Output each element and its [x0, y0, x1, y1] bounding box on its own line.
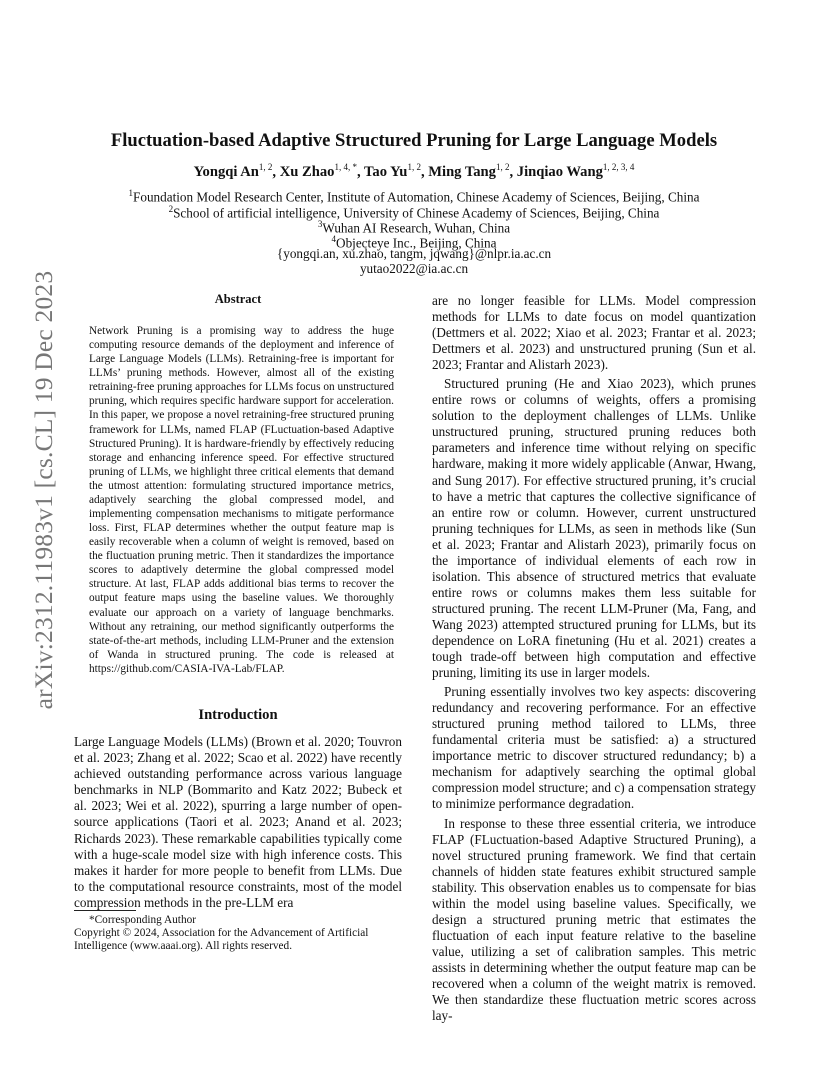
author-emails: {yongqi.an, xu.zhao, tangm, jqwang}@nlpr.ia.ac.cn — [276, 246, 552, 261]
affiliation: $^1$Foundation Model Research Center, Institute of Automation, Chinese Academy of Sciences, Beijing, China — [128, 188, 700, 205]
abstract-text: Network Pruning is a promising way to address the huge computing resource demands of the deployment and inference of Large Language Models (LLMs). Retraining-free is important for LLMs’ pruning methods. However, almost all of the existing retraining-free pruning approaches for LLMs focus on unstructured pruning, which requires specific hardware support for acceleration. In this paper, we propose a novel retraining-free structured pruning framework for LLMs, named FLAP (FLuctuation-based Adaptive Structured Pruning). It is hardware-friendly by effectively reducing storage and enhancing inference speed. For effective structured pruning of LLMs, we highlight three critical elements that demand the utmost attention: formulating structured importance metrics, adaptively searching the global compressed model, and implementing compensation mechanisms to mitigate performance loss. First, FLAP determines whether the output feature map is easily recoverable when a column of weight is removed, based on the fluctuation pruning metric. Then it standardizes the importance scores to adaptively determine the global compressed model structure. At last, FLAP adds additional bias terms to recover the output feature maps using the baseline values. We thoroughly evaluate our approach on a variety of language benchmarks. Without any retraining, our method significantly outperforms the state-of-the-art methods, including LLM-Pruner and the extension of Wanda in structured pruning. The code is released at https://github.com/CASIA-IVA-Lab/FLAP. — [89, 325, 394, 675]
author-email: yutao2022@ia.ac.cn — [359, 261, 469, 276]
affiliation: $^2$School of artificial intelligence, University of Chinese Academy of Sciences, Beijing, China — [168, 204, 660, 221]
author: Ming Tang$^{1, 2}$, — [428, 162, 517, 180]
paper-title: Fluctuation-based Adaptive Structured Pruning for Large Language Models — [110, 130, 718, 151]
copyright-note: Copyright © 2024, Association for the Advancement of Artificial Intelligence (www.aaai.org). All rights reserved. — [74, 927, 369, 952]
body-paragraph: In response to these three essential criteria, we introduce FLAP (FLuctuation-based Adaptive Structured Pruning), a novel structured pruning framework. We find that certain channels of hidden state features exhibit structured sample stability. This observation enables us to compensate for bias within the model using baseline values. Specifically, we design a structured pruning metric that estimates the fluctuation of each input feature relative to the baseline value, utilizing a set of calibration samples. This metric assists in determining whether the output feature map can be recovered when a column of the weight matrix is removed. We then standardize these fluctuation metric scores across lay- — [432, 815, 756, 1024]
affiliation: $^3$Wuhan AI Research, Wuhan, China — [317, 219, 511, 236]
footnote-rule — [74, 910, 136, 911]
arxiv-identifier — [22, 270, 66, 710]
left-column — [74, 292, 402, 911]
body-paragraph: Structured pruning (He and Xiao 2023), which prunes entire rows or columns of weights, offers a promising solution to the deployment challenges of LLMs. Unlike unstructured pruning, structured pruning reduces both parameters and inference time without relying on specific hardware, making it more widely applicable (Anwar, Hwang, and Sung 2017). For effective structured pruning, it’s crucial to have a metric that captures the collective significance of an entire row or column. However, current unstructured pruning techniques for LLMs, as seen in methods like (Sun et al. 2023; Frantar and Alistarh 2023), primarily focus on the importance of individual elements of each row in isolation. This absence of structured metrics that evaluate entire rows or columns makes them less suitable for structured pruning. The recent LLM-Pruner (Ma, Fang, and Wang 2023) attempted structured pruning for LLMs, but its dependence on LoRA finetuning (Hu et al. 2021) creates a tough trade-off between high computation and effective pruning, limiting its use in larger models. — [432, 376, 756, 681]
right-column — [432, 293, 756, 1027]
introduction-heading: Introduction — [198, 706, 278, 723]
author: Tao Yu$^{1, 2}$, — [364, 162, 429, 180]
arxiv-identifier-text: arXiv:2312.11983v1 [cs.CL] 19 Dec 2023 — [29, 270, 58, 710]
introduction-paragraph: Large Language Models (LLMs) (Brown et al. 2020; Touvron et al. 2023; Zhang et al. 2022; Scao et al. 2022) have recently achieved outstanding performance across various language benchmarks in NLP (Bommarito and Katz 2022; Bubeck et al. 2023; Wei et al. 2022), spurring a large number of open-source applications (Taori et al. 2023; Anand et al. 2023; Richards 2023). These remarkable capabilities typically come with a huge-scale model size with high inference costs. This makes it harder for more people to benefit from LLMs. Due to the computational resource constraints, most of the model compression methods in the pre-LLM era — [74, 733, 402, 910]
affiliation: $^4$Objecteye Inc., Beijing, China — [331, 234, 497, 251]
author: Yongqi An$^{1, 2}$, — [193, 162, 280, 180]
author-list — [74, 162, 754, 181]
author: Xu Zhao$^{1, 4, *}$, — [279, 162, 365, 180]
author: Jinqiao Wang$^{1, 2, 3, 4}$ — [516, 162, 635, 180]
corresponding-author-note: *Corresponding Author — [89, 914, 197, 926]
abstract-heading: Abstract — [214, 292, 262, 306]
footnote — [74, 910, 402, 953]
body-paragraph: are no longer feasible for LLMs. Model compression methods for LLMs to date focus on model quantization (Dettmers et al. 2022; Xiao et al. 2023; Frantar et al. 2023; Dettmers et al. 2023) and unstructured pruning (Sun et al. 2023; Frantar and Alistarh 2023). — [432, 293, 756, 373]
body-paragraph: Pruning essentially involves two key aspects: discovering redundancy and recovering performance. For an effective structured pruning method tailored to LLMs, three fundamental criteria must be satisfied: a) a structured importance metric to discover structured redundancy; b) a mechanism for adaptively searching the optimal global compression model structure; and c) a compensation strategy to minimize performance degradation. — [432, 684, 756, 812]
